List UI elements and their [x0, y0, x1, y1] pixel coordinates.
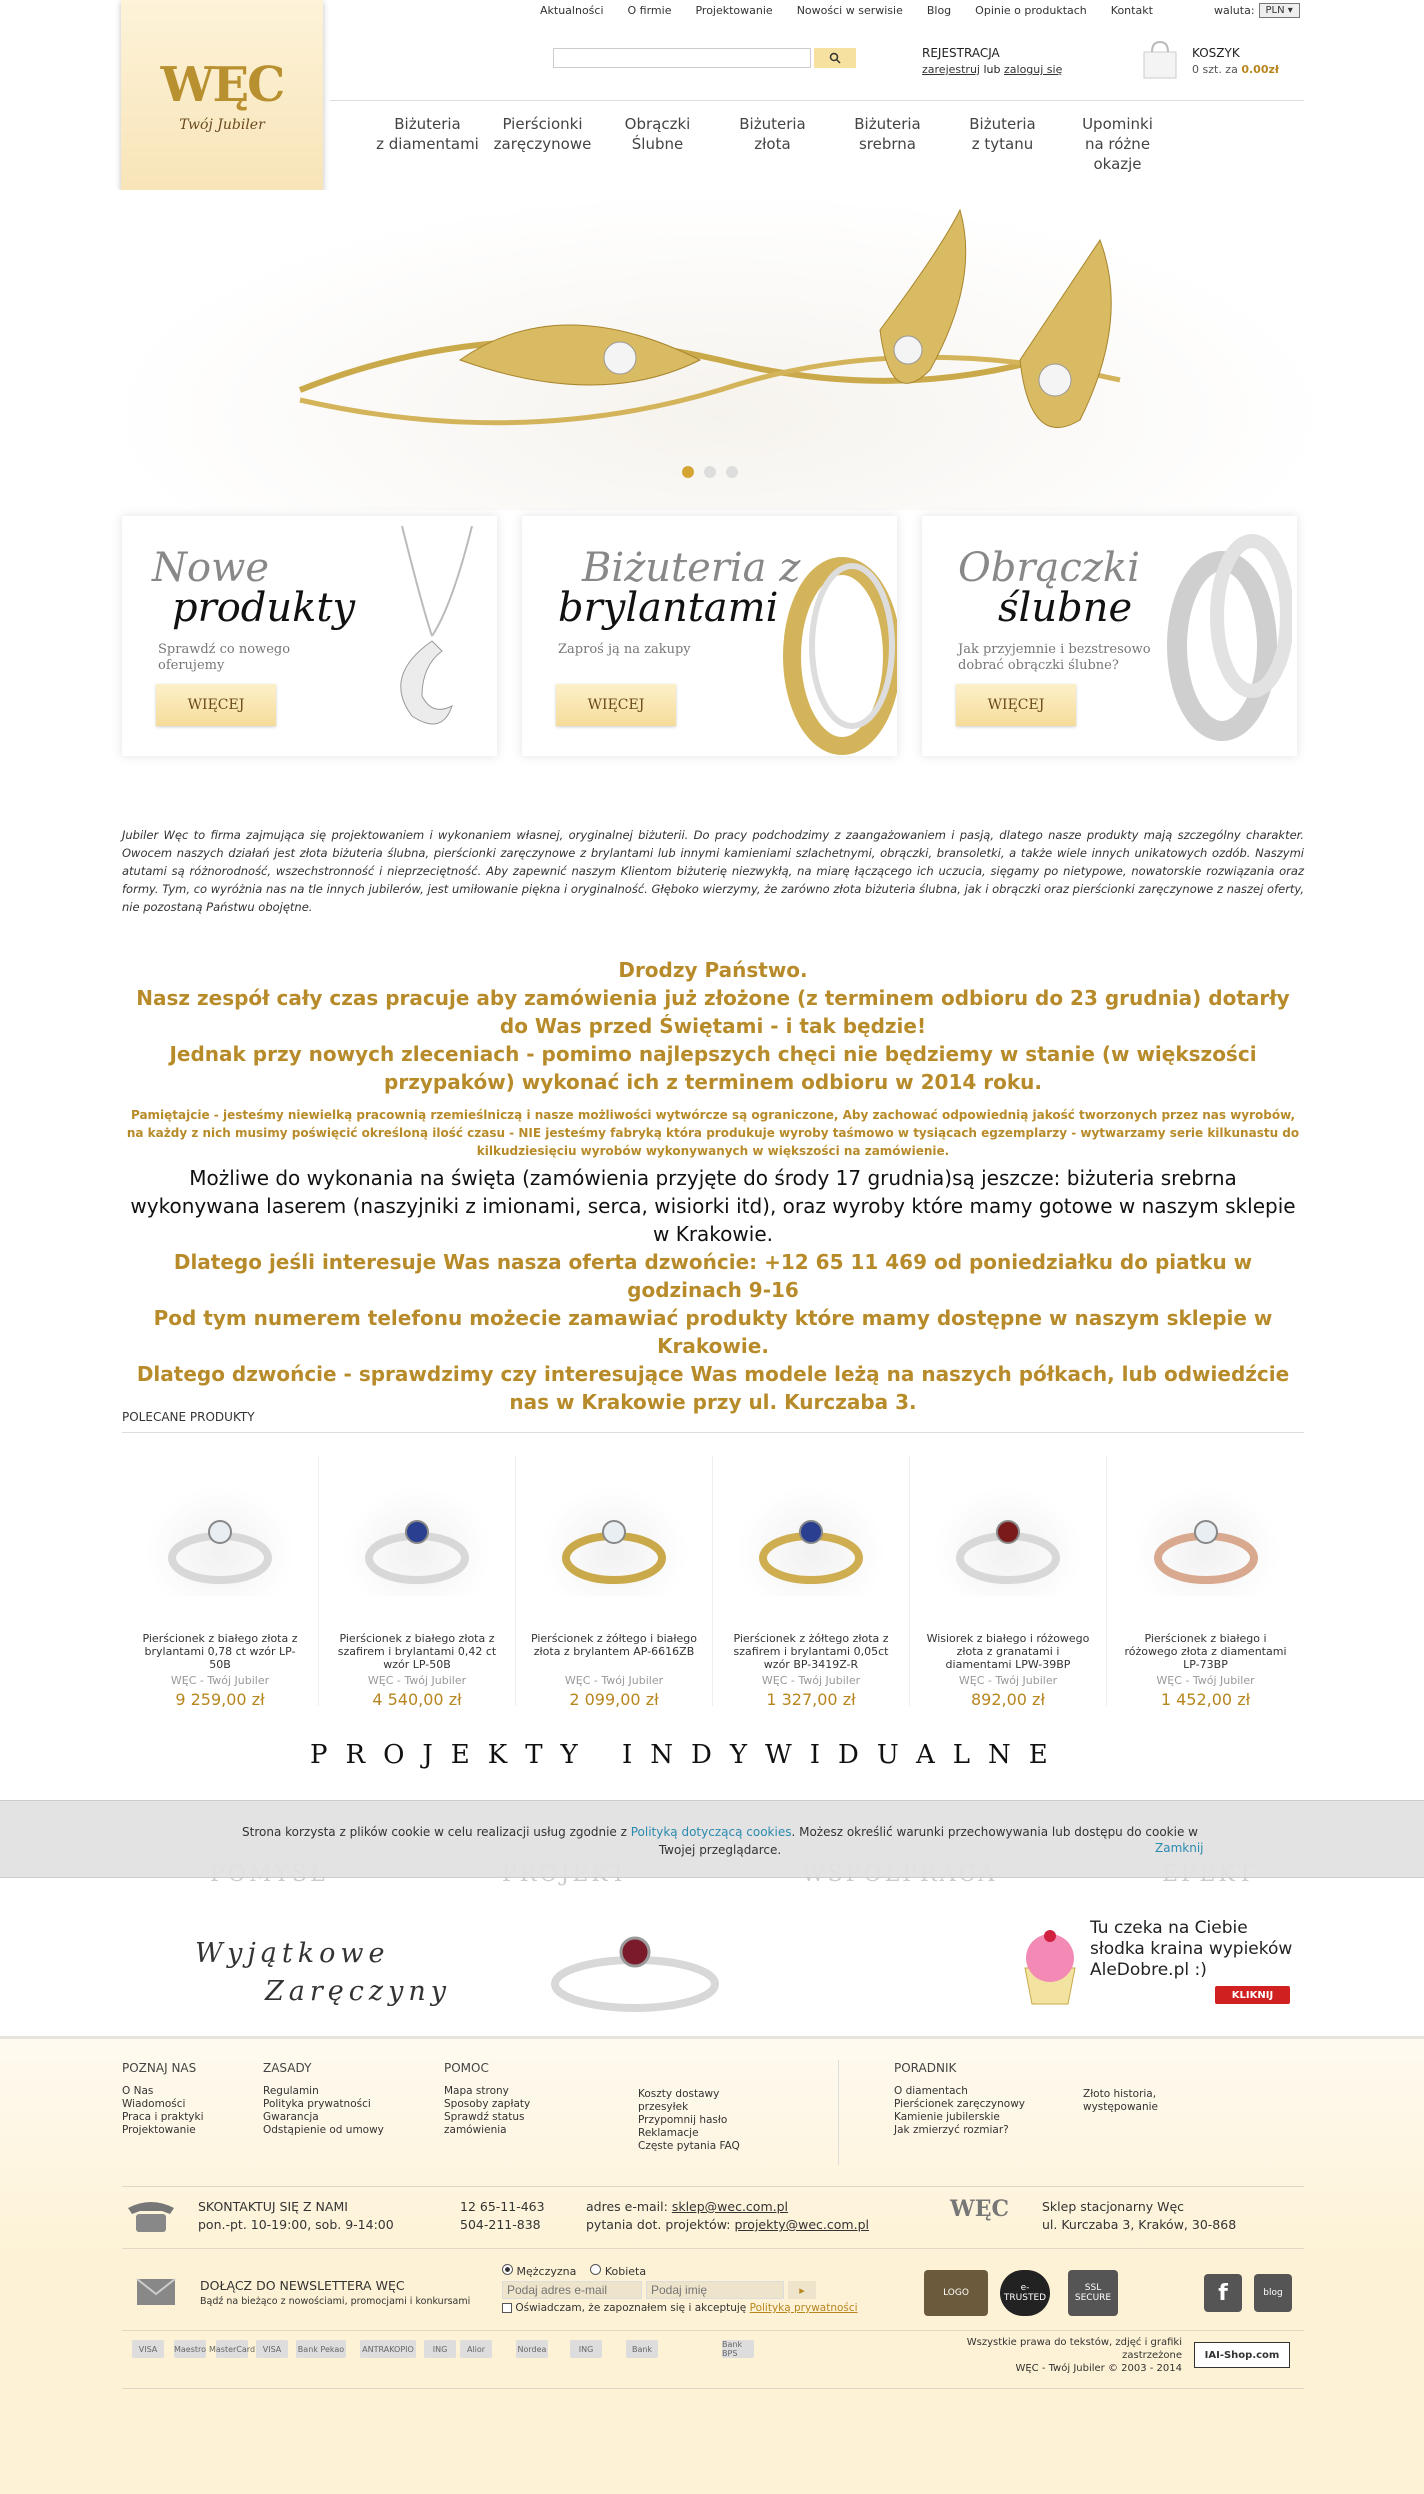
logo-sub: Twój Jubiler	[179, 117, 265, 133]
envelope-icon	[136, 2278, 176, 2306]
banner-line-1: Wyjątkowe	[195, 1938, 390, 1969]
store-name: Sklep stacjonarny Węc	[1042, 2199, 1185, 2214]
footer-link[interactable]: Jak zmierzyć rozmiar?	[894, 2124, 1009, 2136]
payment-logo: Alior	[460, 2340, 492, 2358]
ann-line-3: Jednak przy nowych zleceniach - pomimo najlepszych chęci nie będziemy w stanie (w większości przypaków) wykonać ich z terminem odbioru w 2014 roku.	[169, 1042, 1257, 1094]
ann-line-2: Nasz zespół cały czas pracuje aby zamówienia już złożone (z terminem odbioru do 23 grudnia) dotarły do Was przed Świętami - i tak będzie!	[136, 986, 1290, 1038]
logo[interactable]	[121, 0, 323, 190]
privacy-policy-link[interactable]: Polityką prywatności	[749, 2302, 858, 2314]
pendant-image	[362, 526, 482, 746]
topnav-aktualnosci[interactable]: Aktualności	[540, 4, 604, 17]
phone-1[interactable]: 12 65-11-463	[460, 2199, 545, 2214]
product-image[interactable]	[1131, 1486, 1281, 1596]
search-input[interactable]	[553, 48, 811, 68]
rings-image	[762, 536, 897, 756]
consent-text: Oświadczam, że zapoznałem się i akceptuję	[515, 2302, 747, 2314]
footer-pomoc	[444, 2062, 554, 2137]
aledobre-banner[interactable]	[1090, 1918, 1292, 1981]
footer-link[interactable]: Kamienie jubilerskie	[894, 2111, 1000, 2123]
register-title: REJESTRACJA	[922, 46, 1000, 60]
tile-title-2: produkty	[172, 585, 356, 631]
footer-link[interactable]: Polityka prywatności	[263, 2098, 371, 2110]
newsletter-email-input[interactable]	[502, 2281, 642, 2299]
currency-label: waluta:	[1214, 4, 1255, 17]
footer-heading: PORADNIK	[894, 2061, 957, 2075]
product-image[interactable]	[539, 1486, 689, 1596]
ann-line-6: Dlatego dzwońcie - sprawdzimy czy interesujące Was modele leżą na naszych półkach, lub odwiedźcie nas w Krakowie przy ul. Kurczaba 3.	[136, 1362, 1290, 1414]
cart-icon[interactable]	[1138, 40, 1182, 80]
product-name[interactable]: Pierścionek z żółtego złota z szafirem i brylantami 0,05ct wzór BP-3419Z-R	[733, 1632, 889, 1671]
footer-link[interactable]: Mapa strony	[444, 2085, 509, 2097]
phone-icon	[122, 2196, 180, 2236]
payment-logo: ANTRAKOPIO	[360, 2340, 416, 2358]
email-label: adres e-mail:	[586, 2199, 668, 2214]
footer-heading: ZASADY	[263, 2061, 312, 2075]
intro-text: Jubiler Węc to firma zajmująca się projektowaniem i wykonaniem własnej, oryginalnej biżuterii. Do pracy podchodzimy z zaangażowaniem i pasją, dlatego nasze produkty mają szczególny charakter. Owocem naszych działań jest złota biżuteria ślubna, pierścionki zaręczynowe z brylantami lub innymi kamieniami szlachetnymi, obrączki, bransoletki, a także wiele innych unikatowych ozdób. Naszymi atutami są różnorodność, wszechstronność i nieprzeciętność. Aby zapewnić naszym Klientom biżuterię niezwykłą, na miarę łączącego ich uczucia, sięgamy po nietypowe, nowatorskie rozwiązania oraz formy. Tym, co wyróżnia nas na tle innych jubilerów, jest umiłowanie piękna i oryginalność. Głęboko wierzymy, że zarówno złota biżuteria ślubna, jak i obrączki oraz pierścionki zaręczynowe z naszej oferty, nie pozostaną Państwu obojętne.	[122, 828, 1304, 914]
top-nav	[528, 0, 1165, 21]
payment-logo: Bank BPS	[722, 2340, 754, 2358]
footer-heading: POMOC	[444, 2061, 489, 2075]
ad-line-3: AleDobre.pl :)	[1090, 1960, 1207, 1980]
copyright-line-1: Wszystkie prawa do tekstów, zdjęć i grafiki zastrzeżone	[966, 2337, 1182, 2361]
store-info	[1042, 2198, 1236, 2234]
cart-items: 0 szt. za	[1192, 63, 1238, 76]
product-price: 9 259,00 zł	[175, 1690, 265, 1709]
product-brand: WĘC - Twój Jubiler	[1156, 1674, 1255, 1687]
newsletter-submit-button[interactable]: ▸	[788, 2281, 816, 2299]
product-brand: WĘC - Twój Jubiler	[170, 1674, 270, 1687]
payment-logo: Nordea	[516, 2340, 548, 2358]
kliknij-button[interactable]: KLIKNIJ	[1215, 1986, 1290, 2004]
ann-line-1: Drodzy Państwo.	[618, 958, 808, 982]
footer-link[interactable]: Odstąpienie od umowy	[263, 2124, 384, 2136]
ssl-secure-badge[interactable]: SSL SECURE	[1068, 2270, 1118, 2316]
product-image[interactable]	[145, 1486, 295, 1596]
footer-link[interactable]: O Nas	[122, 2085, 154, 2097]
register-link[interactable]: zarejestruj	[922, 63, 980, 76]
currency-switcher	[1214, 3, 1300, 18]
tile-title-2: ślubne	[998, 585, 1133, 631]
wedding-rings-image	[1152, 526, 1292, 746]
contact-hours: pon.-pt. 10-19:00, sob. 9-14:00	[198, 2217, 394, 2232]
ann-line-4: Dlatego jeśli interesuje Was nasza oferta dzwońcie: +12 65 11 469 od poniedziałku do piatku w godzinach 9-16	[173, 1250, 1253, 1302]
footer-link[interactable]: Sprawdź status zamówienia	[444, 2111, 525, 2136]
payment-logo: ING	[424, 2340, 456, 2358]
nav-srebrna[interactable]: Biżuteria srebrna	[854, 115, 921, 153]
nav-obraczki[interactable]: Obrączki Ślubne	[624, 115, 691, 153]
newsletter-title: DOŁĄCZ DO NEWSLETTERA WĘC	[200, 2278, 405, 2293]
footer-poznaj	[122, 2062, 204, 2137]
contact-emails	[586, 2198, 869, 2234]
powered-by-badge[interactable]: IAI-Shop.com	[1194, 2342, 1290, 2368]
footer-zasady	[263, 2062, 384, 2137]
topnav-kontakt[interactable]: Kontakt	[1110, 4, 1153, 17]
search-button[interactable]	[814, 48, 856, 68]
blog-icon[interactable]: blog	[1254, 2274, 1292, 2312]
product-card[interactable]	[1107, 1456, 1304, 1709]
engagement-banner[interactable]	[195, 1935, 451, 2011]
phone-2[interactable]: 504-211-838	[460, 2217, 541, 2232]
copyright	[920, 2336, 1182, 2375]
contact-title: SKONTAKTUJ SIĘ Z NAMI	[198, 2199, 348, 2214]
topnav-o-firmie[interactable]: O firmie	[627, 4, 672, 17]
product-name[interactable]: Pierścionek z białego i różowego złota z diamentami LP-73BP	[1124, 1632, 1287, 1671]
footer-link[interactable]: Projektowanie	[122, 2124, 196, 2136]
nav-divider	[330, 100, 1304, 101]
tile-obraczki[interactable]	[922, 516, 1297, 756]
ann-line-5: Pod tym numerem telefonu możecie zamawiać produkty które mamy dostępne w naszym sklepie w Krakowie.	[153, 1306, 1273, 1358]
banner-line-2: Zaręczyny	[265, 1976, 451, 2007]
topnav-projektowanie[interactable]: Projektowanie	[695, 4, 773, 17]
copyright-line-2: WĘC - Twój Jubiler © 2003 - 2014	[1015, 2363, 1182, 2374]
payment-logo: MasterCard	[216, 2340, 248, 2358]
topnav-blog[interactable]: Blog	[926, 4, 952, 17]
tile-desc: Zaproś ją na zakupy	[558, 642, 691, 657]
product-price: 892,00 zł	[970, 1690, 1045, 1709]
cart-box[interactable]	[1192, 46, 1279, 76]
footer-poradnik	[894, 2062, 1025, 2137]
slider-dot-3[interactable]	[726, 466, 738, 478]
recommended-divider	[122, 1432, 1304, 1433]
product-brand: WĘC - Twój Jubiler	[958, 1674, 1058, 1687]
topnav-nowosci[interactable]: Nowości w serwisie	[796, 4, 903, 17]
tile-desc: Jak przyjemnie i bezstresowo dobrać obrączki ślubne?	[958, 642, 1151, 673]
login-link[interactable]: zaloguj się	[1004, 63, 1063, 76]
product-card[interactable]	[319, 1456, 516, 1709]
product-price: 1 327,00 zł	[766, 1690, 856, 1709]
recommended-title: POLECANE PRODUKTY	[122, 1410, 255, 1424]
payment-logo: VISA	[132, 2340, 164, 2358]
payment-logo: VISA	[256, 2340, 288, 2358]
announcement	[122, 956, 1304, 1416]
footer-poradnik-2	[1083, 2088, 1183, 2114]
proj-email-link[interactable]: projekty@wec.com.pl	[734, 2217, 869, 2232]
product-name[interactable]: Pierścionek z białego złota z szafirem i brylantami 0,42 ct wzór LP-50B	[337, 1632, 497, 1671]
product-price: 4 540,00 zł	[372, 1690, 462, 1709]
proj-label: pytania dot. projektów:	[586, 2217, 731, 2232]
cookie-text: Strona korzysta z plików cookie w celu realizacji usług zgodnie z Polityką dotyczącą cookies. Możesz określić warunki przechowywania lub dostępu do cookie w Twojej przeglądarce.	[242, 1825, 1198, 1857]
nav-zlota[interactable]: Biżuteria złota	[739, 115, 806, 153]
trusted-shops-badge[interactable]: e-TRUSTED	[1000, 2270, 1050, 2316]
payment-logo: Bank Pekao	[296, 2340, 346, 2358]
newsletter-sub: Bądź na bieżąco z nowościami, promocjami i konkursami	[200, 2296, 471, 2307]
nav-diamenty[interactable]: Biżuteria z diamentami	[376, 115, 479, 153]
hero-jewelry-image	[100, 190, 1336, 510]
gender-female[interactable]: Kobieta	[590, 2264, 646, 2278]
payment-logo: Maestro	[174, 2340, 206, 2358]
search-icon	[829, 52, 841, 64]
nav-zareczynowe[interactable]: Pierścionki zaręczynowe	[493, 115, 592, 153]
product-card[interactable]	[516, 1456, 713, 1709]
currency-select[interactable]: PLN ▾	[1259, 3, 1300, 18]
product-image[interactable]	[736, 1486, 886, 1596]
or-text: lub	[983, 63, 1001, 76]
newsletter-form	[502, 2264, 858, 2314]
footer-rule	[122, 2186, 1304, 2187]
cart-total: 0.00zł	[1241, 63, 1279, 76]
tile-more-button[interactable]: WIĘCEJ	[556, 684, 676, 726]
footer-link[interactable]: Złoto historia, występowanie	[1083, 2088, 1158, 2113]
product-list	[122, 1456, 1304, 1709]
footer-link[interactable]: Gwarancja	[263, 2111, 319, 2123]
nav-tytan[interactable]: Biżuteria z tytanu	[969, 115, 1036, 153]
ann-black: Możliwe do wykonania na święta (zamówienia przyjęte do środy 17 grudnia)są jeszcze: biżuteria srebrna wykonywana laserem (naszyjniki z imionami, serca, wisiorki itd), oraz wyroby które mamy gotowe w naszym sklepie w Krakowie.	[130, 1166, 1296, 1246]
gender-male[interactable]: Mężczyzna	[502, 2264, 576, 2278]
footer-link[interactable]: O diamentach	[894, 2085, 968, 2097]
topnav-opinie[interactable]: Opinie o produktach	[975, 4, 1087, 17]
trust-badge-logo[interactable]: LOGO	[924, 2270, 988, 2316]
cookie-bar	[0, 1800, 1424, 1878]
account-box	[922, 46, 1062, 76]
footer-link[interactable]: Wiadomości	[122, 2098, 186, 2110]
footer-link[interactable]: Sposoby zapłaty	[444, 2098, 531, 2110]
tile-desc: Sprawdź co nowego oferujemy	[158, 642, 291, 673]
tile-title-1: Obrączki	[958, 545, 1140, 591]
email-link[interactable]: sklep@wec.com.pl	[671, 2199, 789, 2214]
contact-phones	[460, 2198, 545, 2234]
contact-box	[198, 2198, 394, 2234]
cupcake-icon	[1010, 1924, 1090, 2008]
ring-banner-image	[540, 1924, 730, 2014]
product-name[interactable]: Pierścionek z żółtego i białego złota z brylantem AP-6616ZB	[530, 1632, 698, 1658]
tile-title-2: brylantami	[558, 585, 779, 631]
newsletter-name-input[interactable]	[646, 2281, 784, 2299]
payment-logo: ING	[570, 2340, 602, 2358]
product-image[interactable]	[933, 1486, 1083, 1596]
product-card[interactable]	[910, 1456, 1107, 1709]
product-image[interactable]	[342, 1486, 492, 1596]
store-logo: WĘC	[950, 2196, 1009, 2222]
slider-dot-1[interactable]	[682, 466, 694, 478]
projects-title: PROJEKTY INDYWIDUALNE	[310, 1740, 1066, 1770]
footer-link[interactable]: Koszty dostawy przesyłek	[638, 2088, 720, 2113]
footer-link[interactable]: Częste pytania FAQ	[638, 2140, 740, 2152]
tile-title-1: Biżuteria z	[582, 545, 801, 591]
tile-more-button[interactable]: WIĘCEJ	[156, 684, 276, 726]
main-nav	[370, 114, 1175, 174]
ann-small: Pamiętajcie - jesteśmy niewielką pracownią rzemieślniczą i nasze możliwości wytwórcze są ograniczone, Aby zachować odpowiednią jakość tworzonych przez nas wyrobów, na każdy z nich musimy poświęcić określoną ilość czasu - NIE jesteśmy fabryką która produkuje wyroby taśmowo w tysiącach egzemplarzy - wytwarzamy serie kilkunastu do kilkudziesięciu wyrobów wykonywanych w większości na zamówienie.	[126, 1108, 1300, 1158]
footer-rule	[122, 2388, 1304, 2389]
tile-more-button[interactable]: WIĘCEJ	[956, 684, 1076, 726]
footer-divider	[838, 2060, 839, 2165]
product-price: 2 099,00 zł	[569, 1690, 659, 1709]
product-brand: WĘC - Twój Jubiler	[367, 1674, 467, 1687]
product-brand: WĘC - Twój Jubiler	[564, 1674, 664, 1687]
slider-dot-2[interactable]	[704, 466, 716, 478]
consent-checkbox[interactable]	[502, 2303, 512, 2313]
nav-upominki[interactable]: Upominki na różne okazje	[1082, 115, 1153, 173]
footer-heading: POZNAJ NAS	[122, 2061, 197, 2075]
cart-title: KOSZYK	[1192, 46, 1240, 60]
product-name[interactable]: Wisiorek z białego i różowego złota z granatami i diamentami LPW-39BP	[926, 1632, 1090, 1671]
store-address: ul. Kurczaba 3, Kraków, 30-868	[1042, 2217, 1237, 2232]
product-name[interactable]: Pierścionek z białego złota z brylantami 0,78 ct wzór LP-50B	[142, 1632, 298, 1671]
ad-line-2: słodka kraina wypieków	[1090, 1939, 1293, 1959]
cookie-close-link[interactable]: Zamknij	[1155, 1841, 1204, 1855]
footer-link[interactable]: Regulamin	[263, 2085, 319, 2097]
newsletter-box	[200, 2278, 470, 2307]
ad-line-1: Tu czeka na Ciebie	[1090, 1918, 1248, 1938]
tile-title-1: Nowe	[152, 545, 269, 591]
footer-rule	[122, 2248, 1304, 2249]
product-card[interactable]	[122, 1456, 319, 1709]
footer-link[interactable]: Reklamacje	[638, 2127, 699, 2139]
product-price: 1 452,00 zł	[1160, 1690, 1251, 1709]
footer-link[interactable]: Przypomnij hasło	[638, 2114, 728, 2126]
logo-main: WĘC	[160, 57, 284, 113]
footer-rule	[122, 2330, 1304, 2331]
product-card[interactable]	[713, 1456, 910, 1709]
footer-link[interactable]: Praca i praktyki	[122, 2111, 204, 2123]
tile-brylanty[interactable]	[522, 516, 897, 756]
tile-nowe-produkty[interactable]	[122, 516, 497, 756]
cookie-policy-link[interactable]: Polityką dotyczącą cookies	[630, 1825, 792, 1839]
slider-dots	[682, 466, 738, 478]
hero-slider[interactable]	[100, 190, 1336, 510]
product-brand: WĘC - Twój Jubiler	[761, 1674, 861, 1687]
footer-link[interactable]: Pierścionek zaręczynowy	[894, 2098, 1026, 2110]
facebook-icon[interactable]: f	[1204, 2274, 1242, 2312]
footer-pomoc-2	[638, 2088, 748, 2153]
payment-logo: Bank	[626, 2340, 658, 2358]
